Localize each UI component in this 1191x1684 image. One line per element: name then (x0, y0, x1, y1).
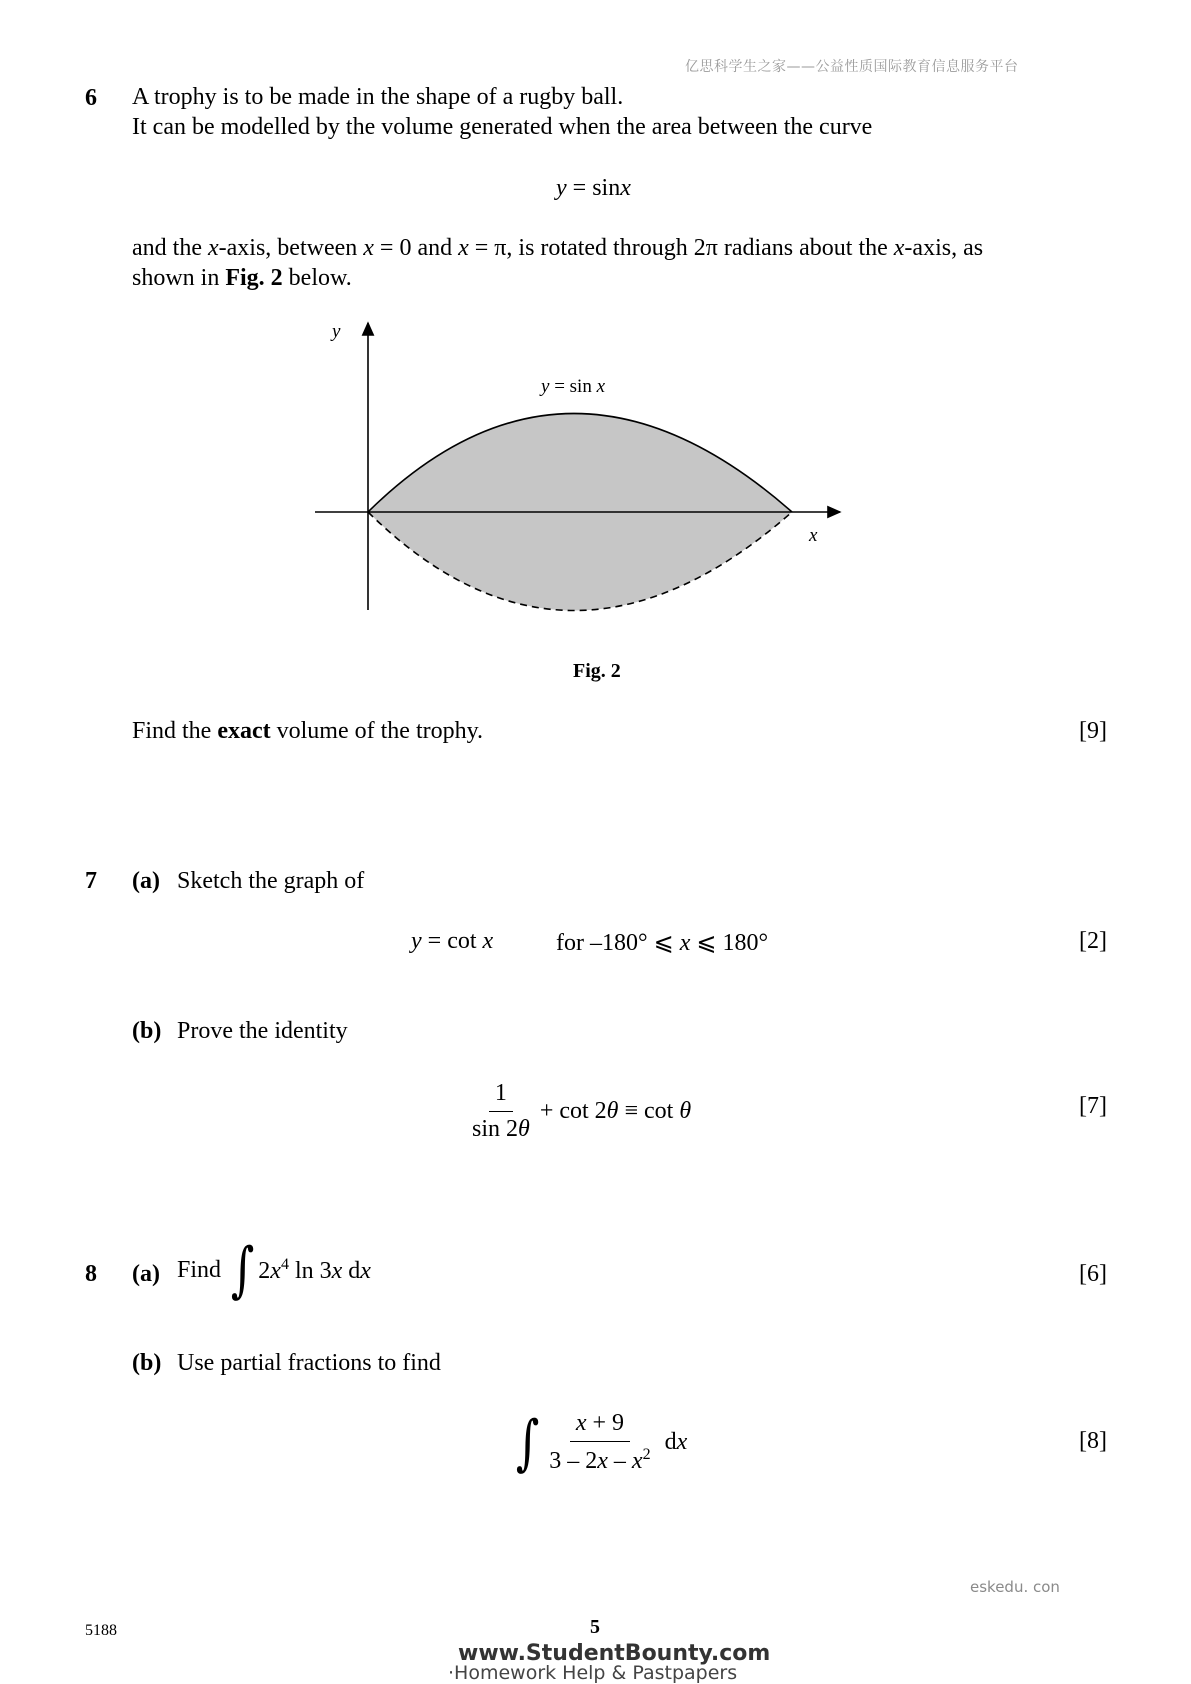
curve-label: y = sin x (541, 376, 606, 397)
integral-sign: ∫ (515, 1407, 540, 1478)
q6-equation: y = sinx (556, 175, 631, 201)
site-watermark: eskedu. con (970, 1578, 1060, 1596)
q7-a-equation: y = cot x (411, 928, 494, 954)
question-8-number: 8 (85, 1261, 97, 1287)
page-number: 5 (590, 1616, 600, 1638)
q8-part-b-text: Use partial fractions to find (177, 1350, 441, 1376)
q8-a-marks: [6] (1079, 1261, 1107, 1287)
q7-b-marks: [7] (1079, 1093, 1107, 1119)
header-watermark: 亿思科学生之家——公益性质国际教育信息服务平台 (685, 59, 1019, 75)
fig-2-reference: Fig. 2 (225, 265, 283, 291)
q8-b-integral: ∫ $\frac{x + 9}{3 - 2x - x^2}$ dx (515, 1407, 688, 1478)
q7-part-a-text: Sketch the graph of (177, 868, 365, 894)
x-axis-label: x (809, 525, 818, 546)
paper-code: 5188 (85, 1622, 117, 1639)
q6-marks: [9] (1079, 718, 1107, 744)
studentbounty-link[interactable]: www.StudentBounty.com (458, 1641, 771, 1666)
question-7-number: 7 (85, 868, 97, 894)
partial-fraction: $\frac{x + 9}{3 - 2x - x^2}$ (549, 1410, 651, 1474)
identity-fraction: $\frac{1}{\sin 2\theta}$ (472, 1080, 530, 1142)
q7-part-a-label: (a) (132, 868, 160, 894)
q6-line-2: It can be modelled by the volume generated when the area between the curve (132, 114, 873, 140)
integral-sign: ∫ (230, 1235, 255, 1305)
figure-caption: Fig. 2 (573, 660, 621, 682)
q7-a-domain: for –180° ⩽ x ⩽ 180° (556, 930, 769, 956)
q7-b-identity: $\frac{1}{\sin 2\theta}$ + cot 2θ ≡ cot θ (466, 1080, 691, 1143)
q8-part-b-label: (b) (132, 1350, 162, 1376)
studentbounty-tagline: ·Homework Help & Pastpapers (448, 1662, 738, 1684)
q6-line-3: and the x-axis, between x = 0 and x = π, is rotated through 2π radians about the x-axis, as (132, 235, 984, 261)
q7-part-b-label: (b) (132, 1018, 162, 1044)
q6-line-1: A trophy is to be made in the shape of a rugby ball. (132, 84, 624, 110)
q6-line-4: shown in Fig. 2 below. (132, 265, 352, 291)
q6-task: Find the exact volume of the trophy. (132, 718, 484, 744)
q8-b-marks: [8] (1079, 1428, 1107, 1454)
y-axis-label: y (332, 321, 341, 342)
q8-a-expression: Find ∫ $2x^4$ ln 3x dx (177, 1235, 371, 1305)
figure-2-diagram (300, 315, 860, 625)
question-6-number: 6 (85, 85, 97, 111)
q8-part-a-label: (a) (132, 1261, 160, 1287)
q7-a-marks: [2] (1079, 928, 1107, 954)
q7-part-b-text: Prove the identity (177, 1018, 348, 1044)
